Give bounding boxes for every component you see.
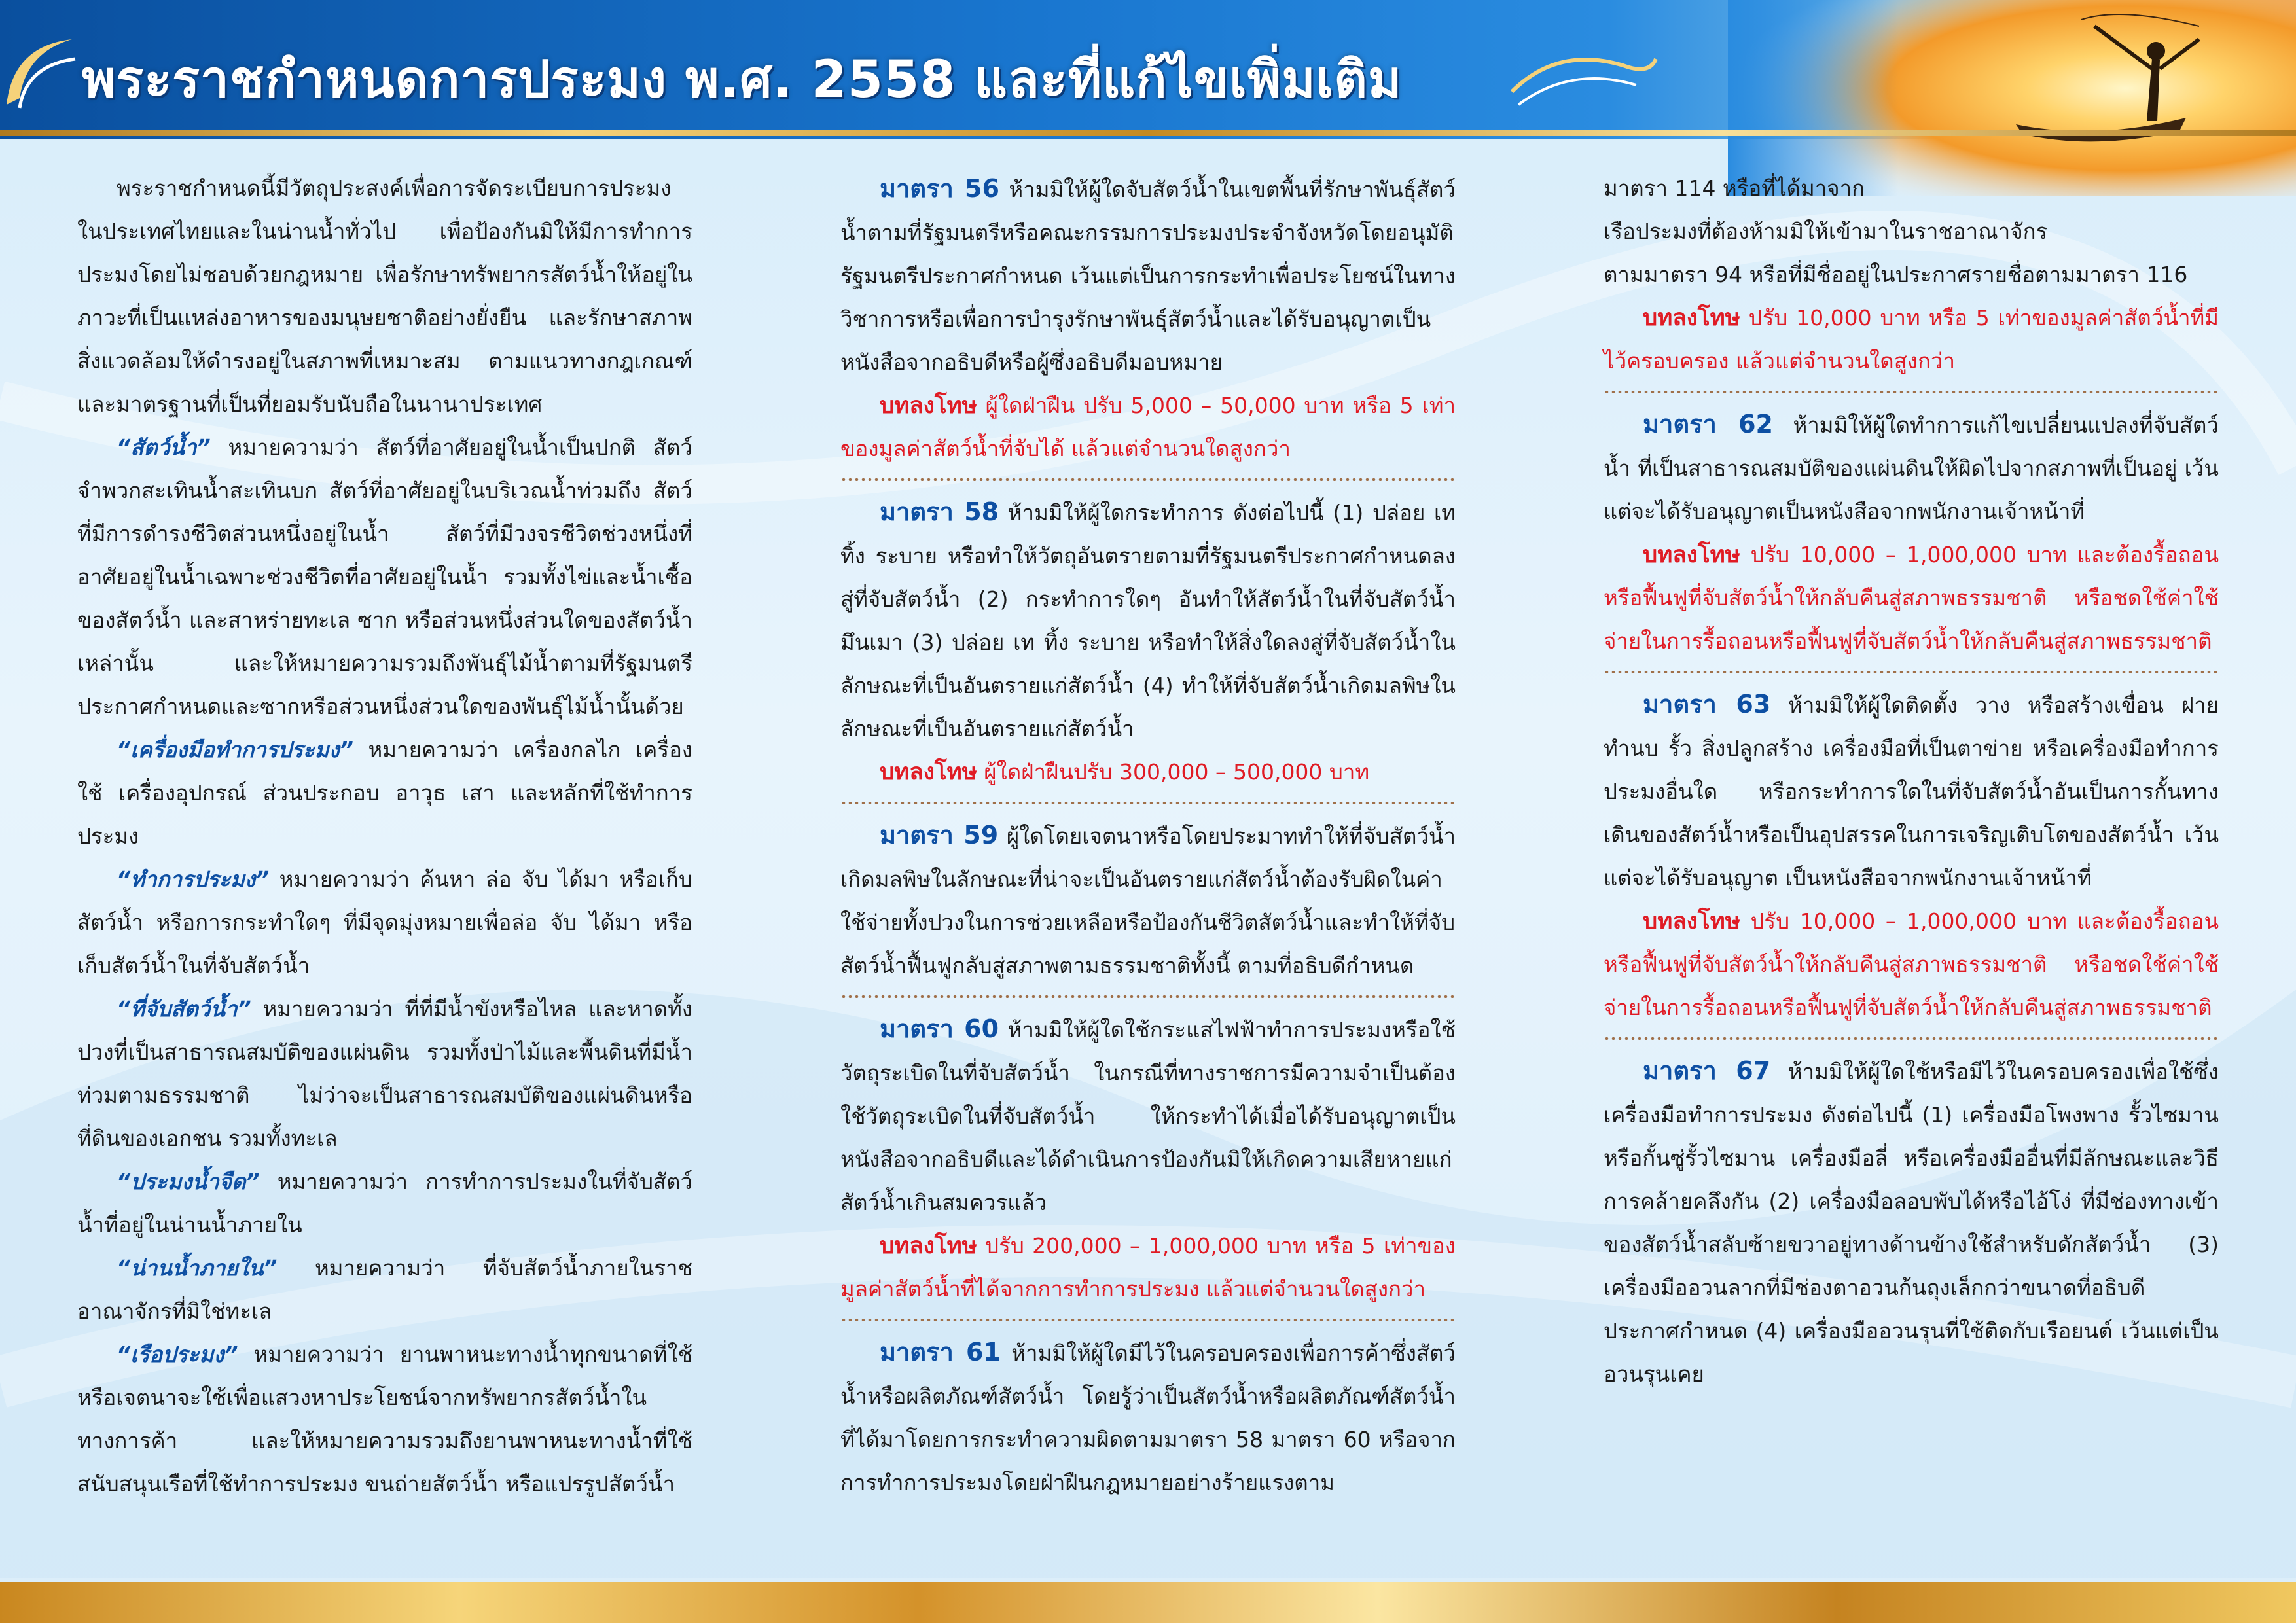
section-61 bbox=[840, 1330, 1456, 1505]
definition-text: หมายความว่า ที่จับสัตว์น้ำภายในราชอาณาจักรที่มิใช่ทะเล bbox=[77, 1255, 692, 1324]
definition-text: หมายความว่า ค้นหา ล่อ จับ ได้มา หรือเก็บสัตว์น้ำ หรือการกระทำใดๆ ที่มีจุดมุ่งหมายเพื่อล่อ จับ ได้มา หรือเก็บสัตว์น้ำในที่จับสัตว์น้ำ bbox=[77, 866, 692, 978]
page-title: พระราชกำหนดการประมง พ.ศ. 2558 และที่แก้ไขเพิ่มเติม bbox=[82, 50, 1403, 109]
penalty-58 bbox=[840, 751, 1456, 794]
dotted-divider bbox=[840, 995, 1456, 998]
penalty-label: บทลงโทษ bbox=[880, 1233, 977, 1259]
section-62 bbox=[1604, 402, 2219, 533]
definition-text: หมายความว่า การทำการประมงในที่จับสัตว์น้ำที่อยู่ในน่านน้ำภายใน bbox=[77, 1169, 692, 1238]
section-number: มาตรา 61 bbox=[880, 1338, 1001, 1366]
definition-item bbox=[77, 1247, 692, 1333]
penalty-61 bbox=[1604, 296, 2219, 383]
penalty-label: บทลงโทษ bbox=[1643, 542, 1740, 568]
column-definitions bbox=[77, 167, 692, 1506]
penalty-label: บทลงโทษ bbox=[880, 393, 977, 419]
section-number: มาตรา 63 bbox=[1643, 690, 1771, 719]
penalty-label: บทลงโทษ bbox=[1643, 908, 1740, 935]
section-59 bbox=[840, 813, 1456, 988]
dotted-divider bbox=[840, 478, 1456, 481]
dotted-divider bbox=[1604, 391, 2219, 393]
definition-item bbox=[77, 988, 692, 1160]
definition-term: “ทำการประมง” bbox=[117, 866, 270, 892]
section-text: ห้ามมิให้ผู้ใดกระทำการ ดังต่อไปนี้ (1) ปล่อย เท ทิ้ง ระบาย หรือทำให้วัตถุอันตรายตามที่รัฐมนตรีประกาศกำหนดลงสู่ที่จับสัตว์น้ำ (2) กระทำการใดๆ อันทำให้สัตว์น้ำในที่จับสัตว์น้ำมึนเมา (3) ปล่อย เท ทิ้ง ระบาย หรือทำให้สิ่งใดลงสู่ที่จับสัตว์น้ำในลักษณะที่เป็นอันตรายแก่สัตว์น้ำ (4) ทำให้ที่จับสัตว์น้ำเกิดมลพิษในลักษณะที่เป็นอันตรายแก่สัตว์น้ำ bbox=[840, 500, 1456, 741]
dotted-divider bbox=[840, 1319, 1456, 1321]
section-61-continued-line: มาตรา 114 หรือที่ได้มาจาก bbox=[1604, 175, 1865, 201]
section-67 bbox=[1604, 1049, 2219, 1396]
penalty-60 bbox=[840, 1224, 1456, 1311]
penalty-text: ปรับ 200,000 – 1,000,000 บาท หรือ 5 เท่าของมูลค่าสัตว์น้ำที่ได้จากการทำการประมง แล้วแต่จำนวนใดสูงกว่า bbox=[840, 1233, 1456, 1302]
definition-item bbox=[77, 1333, 692, 1506]
penalty-text: ปรับ 10,000 – 1,000,000 บาท และต้องรื้อถอนหรือฟื้นฟูที่จับสัตว์น้ำให้กลับคืนสู่สภาพธรรมชาติ หรือชดใช้ค่าใช้จ่ายในการรื้อถอนหรือฟื้นฟูที่จับสัตว์น้ำให้กลับคืนสู่สภาพธรรมชาติ bbox=[1604, 542, 2219, 654]
dotted-divider bbox=[840, 802, 1456, 804]
section-60 bbox=[840, 1007, 1456, 1224]
penalty-63 bbox=[1604, 900, 2219, 1029]
section-text: ห้ามมิให้ผู้ใดจับสัตว์น้ำในเขตพื้นที่รักษาพันธุ์สัตว์น้ำตามที่รัฐมนตรีหรือคณะกรรมการประมงประจำจังหวัดโดยอนุมัติรัฐมนตรีประกาศกำหนด เว้นแต่เป็นการกระทำเพื่อประโยชน์ในทางวิชาการหรือเพื่อการบำรุงรักษาพันธุ์สัตว์น้ำและได้รับอนุญาตเป็นหนังสือจากอธิบดีหรือผู้ซึ่งอธิบดีมอบหมาย bbox=[840, 177, 1456, 375]
definition-term: “สัตว์น้ำ” bbox=[117, 435, 211, 460]
section-56 bbox=[840, 167, 1456, 384]
penalty-text: ผู้ใดฝ่าฝืนปรับ 300,000 – 500,000 บาท bbox=[977, 759, 1370, 785]
left-swirl-ornament-icon bbox=[0, 26, 79, 111]
penalty-62 bbox=[1604, 533, 2219, 663]
intro-paragraph: พระราชกำหนดนี้มีวัตถุประสงค์เพื่อการจัดระเบียบการประมงในประเทศไทยและในน่านน้ำทั่วไป เพื่อป้องกันมิให้มีการทำการประมงโดยไม่ชอบด้วยกฎหมาย เพื่อรักษาทรัพยากรสัตว์น้ำให้อยู่ในภาวะที่เป็นแหล่งอาหารของมนุษยชาติอย่างยั่งยืน และรักษาสภาพสิ่งแวดล้อมให้ดำรงอยู่ในสภาพที่เหมาะสม ตามแนวทางกฎเกณฑ์และมาตรฐานที่เป็นที่ยอมรับนับถือในนานาประเทศ bbox=[77, 175, 692, 417]
footer-gold-band bbox=[0, 1582, 2296, 1623]
definition-item bbox=[77, 426, 692, 728]
definition-text: หมายความว่า ที่ที่มีน้ำขังหรือไหล และหาดทั้งปวงที่เป็นสาธารณสมบัติของแผ่นดิน รวมทั้งป่าไม้และพื้นดินที่มีน้ำท่วมตามธรรมชาติ ไม่ว่าจะเป็นสาธารณสมบัติของแผ่นดินหรือที่ดินของเอกชน รวมทั้งทะเล bbox=[77, 996, 692, 1151]
definition-term: “ประมงน้ำจืด” bbox=[117, 1169, 260, 1194]
definition-text: หมายความว่า สัตว์ที่อาศัยอยู่ในน้ำเป็นปกติ สัตว์จำพวกสะเทินน้ำสะเทินบก สัตว์ที่อาศัยอยู่ในบริเวณน้ำท่วมถึง สัตว์ที่มีการดำรงชีวิตส่วนหนึ่งอยู่ในน้ำ สัตว์ที่มีวงจรชีวิตช่วงหนึ่งที่อาศัยอยู่ในน้ำเฉพาะช่วงชีวิตที่อาศัยอยู่ในน้ำ รวมทั้งไข่และน้ำเชื้อของสัตว์น้ำ และสาหร่ายทะเล ซาก หรือส่วนหนึ่งส่วนใดของสัตว์น้ำเหล่านั้น และให้หมายความรวมถึงพันธุ์ไม้น้ำตามที่รัฐมนตรีประกาศกำหนดและซากหรือส่วนหนึ่งส่วนใดของพันธุ์ไม้น้ำนั้นด้วย bbox=[77, 435, 692, 719]
right-swirl-ornament-icon bbox=[1505, 39, 1662, 111]
section-text: ห้ามมิให้ผู้ใดใช้หรือมีไว้ในครอบครองเพื่อใช้ซึ่งเครื่องมือทำการประมง ดังต่อไปนี้ (1) เครื่องมือโพงพาง รั้วไซมานหรือกั้นซู่รั้วไซมาน เครื่องมือลี่ หรือเครื่องมืออื่นที่มีลักษณะและวิธีการคล้ายคลึงกัน (2) เครื่องมือลอบพับได้หรือไอ้โง่ ที่มีช่องทางเข้าของสัตว์น้ำสลับซ้ายขวาอยู่ทางด้านข้างใช้สำหรับดักสัตว์น้ำ (3) เครื่องมืออวนลากที่มีช่องตาอวนก้นถุงเล็กกว่าขนาดที่อธิบดีประกาศกำหนด (4) เครื่องมืออวนรุนที่ใช้ติดกับเรือยนต์ เว้นแต่เป็นอวนรุนเคย bbox=[1604, 1059, 2219, 1387]
section-number: มาตรา 59 bbox=[880, 821, 999, 849]
penalty-label: บทลงโทษ bbox=[880, 759, 977, 785]
section-63 bbox=[1604, 683, 2219, 900]
header-gold-border bbox=[0, 130, 2296, 136]
section-text: ห้ามมิให้ผู้ใดมีไว้ในครอบครองเพื่อการค้าซึ่งสัตว์น้ำหรือผลิตภัณฑ์สัตว์น้ำ โดยรู้ว่าเป็นสัตว์น้ำหรือผลิตภัณฑ์สัตว์น้ำที่ได้มาโดยการกระทำความผิดตามมาตรา 58 มาตรา 60 หรือจากการทำการประมงโดยฝ่าฝืนกฎหมายอย่างร้ายแรงตาม bbox=[840, 1340, 1456, 1495]
section-61-continued-line: ตามมาตรา 94 หรือที่มีชื่ออยู่ในประกาศรายชื่อตามมาตรา 116 bbox=[1604, 262, 2188, 287]
definition-item bbox=[77, 1160, 692, 1247]
dotted-divider bbox=[1604, 1037, 2219, 1040]
penalty-text: ปรับ 10,000 บาท หรือ 5 เท่าของมูลค่าสัตว์น้ำที่มีไว้ครอบครอง แล้วแต่จำนวนใดสูงกว่า bbox=[1604, 305, 2219, 374]
penalty-label: บทลงโทษ bbox=[1643, 305, 1740, 331]
penalty-text: ผู้ใดฝ่าฝืน ปรับ 5,000 – 50,000 บาท หรือ 5 เท่า ของมูลค่าสัตว์น้ำที่จับได้ แล้วแต่จำนวนใดสูงกว่า bbox=[840, 393, 1456, 461]
definition-term: “เรือประมง” bbox=[117, 1342, 238, 1367]
section-58 bbox=[840, 490, 1456, 751]
definition-term: “น่านน้ำภายใน” bbox=[117, 1255, 278, 1281]
definition-text: หมายความว่า ยานพาหนะทางน้ำทุกขนาดที่ใช้หรือเจตนาจะใช้เพื่อแสวงหาประโยชน์จากทรัพยากรสัตว์น้ำในทางการค้า และให้หมายความรวมถึงยานพาหนะทางน้ำที่ใช้สนับสนุนเรือที่ใช้ทำการประมง ขนถ่ายสัตว์น้ำ หรือแปรรูปสัตว์น้ำ bbox=[77, 1342, 692, 1497]
penalty-56 bbox=[840, 384, 1456, 471]
definition-term: “เครื่องมือทำการประมง” bbox=[117, 737, 353, 762]
section-number: มาตรา 58 bbox=[880, 497, 999, 526]
section-text: ห้ามมิให้ผู้ใดทำการแก้ไขเปลี่ยนแปลงที่จับสัตว์น้ำ ที่เป็นสาธารณสมบัติของแผ่นดินให้ผิดไปจากสภาพที่เป็นอยู่ เว้นแต่จะได้รับอนุญาตเป็นหนังสือจากพนักงานเจ้าหน้าที่ bbox=[1604, 412, 2219, 524]
penalty-text: ปรับ 10,000 – 1,000,000 บาท และต้องรื้อถอนหรือฟื้นฟูที่จับสัตว์น้ำให้กลับคืนสู่สภาพธรรมชาติ หรือชดใช้ค่าใช้จ่ายในการรื้อถอนหรือฟื้นฟูที่จับสัตว์น้ำให้กลับคืนสู่สภาพธรรมชาติ bbox=[1604, 908, 2219, 1020]
section-text: ห้ามมิให้ผู้ใดใช้กระแสไฟฟ้าทำการประมงหรือใช้วัตถุระเบิดในที่จับสัตว์น้ำ ในกรณีที่ทางราชการมีความจำเป็นต้องใช้วัตถุระเบิดในที่จับสัตว์น้ำ ให้กระทำได้เมื่อได้รับอนุญาตเป็นหนังสือจากอธิบดีและได้ดำเนินการป้องกันมิให้เกิดความเสียหายแก่สัตว์น้ำเกินสมควรแล้ว bbox=[840, 1017, 1456, 1215]
section-61-continued-line: เรือประมงที่ต้องห้ามมิให้เข้ามาในราชอาณาจักร bbox=[1604, 219, 2048, 244]
definition-item bbox=[77, 728, 692, 858]
dotted-divider bbox=[1604, 671, 2219, 673]
section-number: มาตรา 60 bbox=[880, 1014, 999, 1043]
column-sections-56-61 bbox=[840, 167, 1456, 1505]
definition-item bbox=[77, 858, 692, 988]
column-sections-61-67 bbox=[1604, 167, 2219, 1396]
section-number: มาตรา 67 bbox=[1643, 1056, 1771, 1085]
section-text: ผู้ใดโดยเจตนาหรือโดยประมาททำให้ที่จับสัตว์น้ำเกิดมลพิษในลักษณะที่น่าจะเป็นอันตรายแก่สัตว์น้ำต้องรับผิดในค่าใช้จ่ายทั้งปวงในการช่วยเหลือหรือป้องกันชีวิตสัตว์น้ำและทำให้ที่จับสัตว์น้ำฟื้นฟูกลับสู่สภาพตามธรรมชาติทั้งนี้ ตามที่อธิบดีกำหนด bbox=[840, 823, 1456, 978]
section-text: ห้ามมิให้ผู้ใดติดตั้ง วาง หรือสร้างเขื่อน ฝาย ทำนบ รั้ว สิ่งปลูกสร้าง เครื่องมือที่เป็นตาข่าย หรือเครื่องมือทำการประมงอื่นใด หรือกระทำการใดในที่จับสัตว์น้ำอันเป็นการกั้นทางเดินของสัตว์น้ำหรือเป็นอุปสรรคในการเจริญเติบโตของสัตว์น้ำ เว้นแต่จะได้รับอนุญาต เป็นหนังสือจากพนักงานเจ้าหน้าที่ bbox=[1604, 692, 2219, 891]
definition-term: “ที่จับสัตว์น้ำ” bbox=[117, 996, 251, 1022]
definition-text: หมายความว่า เครื่องกลไก เครื่องใช้ เครื่องอุปกรณ์ ส่วนประกอบ อาวุธ เสา และหลักที่ใช้ทำการประมง bbox=[77, 737, 692, 849]
section-number: มาตรา 56 bbox=[880, 174, 999, 203]
section-number: มาตรา 62 bbox=[1643, 410, 1773, 438]
header-banner bbox=[0, 0, 2296, 139]
